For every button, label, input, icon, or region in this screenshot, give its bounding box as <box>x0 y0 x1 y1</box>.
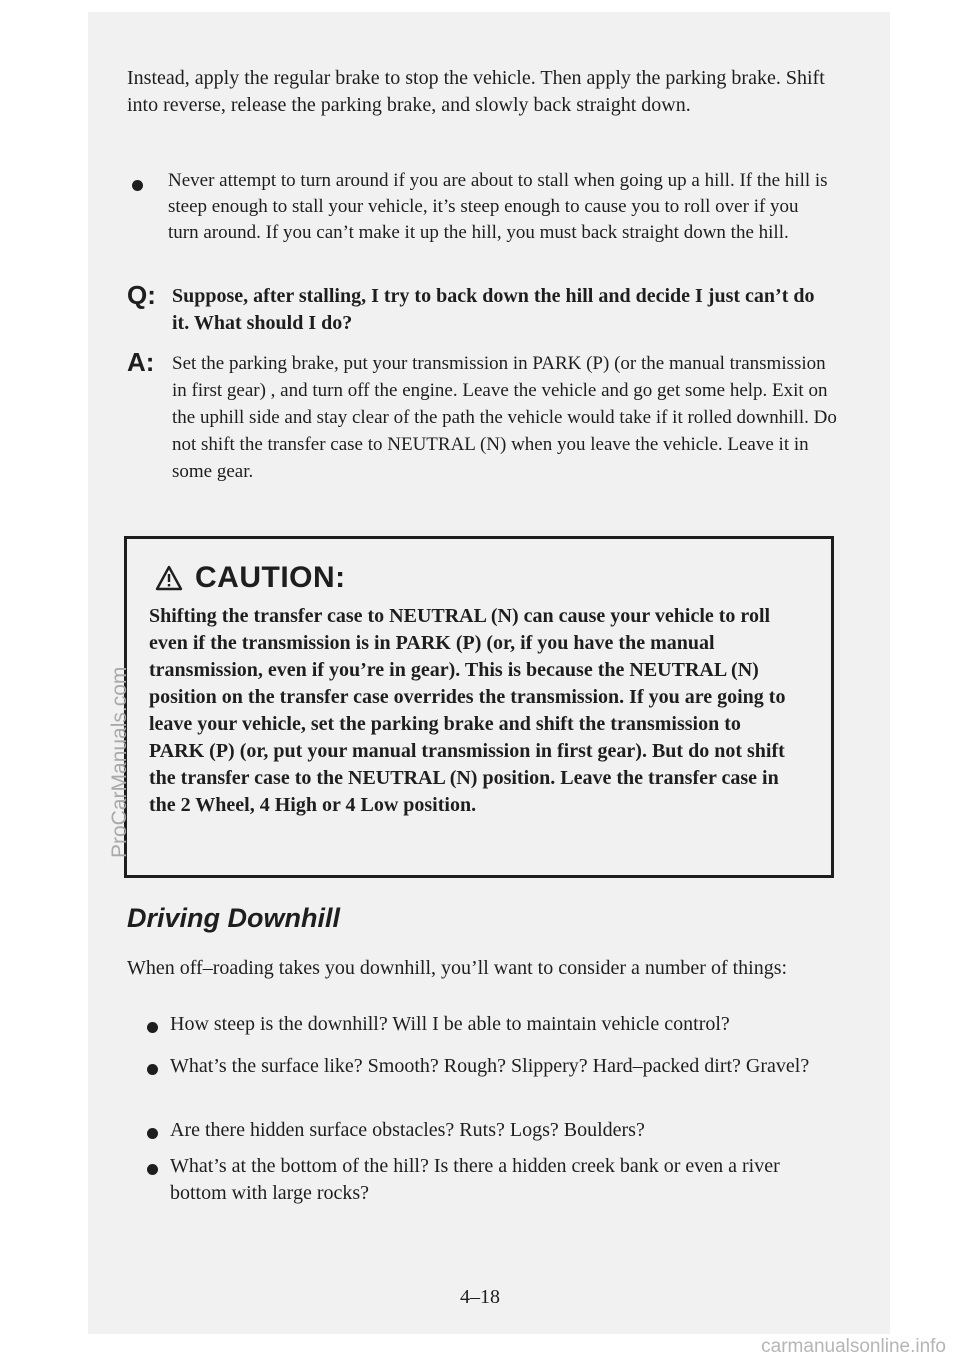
bottom-watermark: carmanualsonline.info <box>761 1336 946 1357</box>
intro-paragraph: Instead, apply the regular brake to stop the vehicle. Then apply the parking brake. Shift into reverse, release the parking brake, and slowly back straight down. <box>127 67 825 116</box>
section-intro: When off–roading takes you downhill, you’ll want to consider a number of things: <box>127 957 788 979</box>
bullet-icon <box>147 1164 158 1175</box>
caution-box <box>124 536 834 878</box>
caution-title <box>155 561 346 595</box>
bullet-icon <box>147 1128 158 1139</box>
answer-text: Set the parking brake, put your transmission in PARK (P) (or the manual transmission in first gear) , and turn off the engine. Leave the vehicle and go get some help. Exit on the uphill side and stay clear of the path the vehicle would take if it rolled downhill. Do not shift the transfer case to NEUTRAL (N) when you leave the vehicle. Leave it in some gear. <box>172 353 837 482</box>
question-marker: Q: <box>127 280 156 310</box>
caution-body: Shifting the transfer case to NEUTRAL (N) can cause your vehicle to roll even if the transmission is in PARK (P) (or, if you have the manual transmission, even if you’re in gear). This is because the NEUTRAL (N) position on the transfer case overrides the transmission. If you are going to leave your vehicle, set the parking brake and shift the transmission to PARK (P) (or, put your manual transmission in first gear). But do not shift the transfer case to the NEUTRAL (N) position. Leave the transfer case in the 2 Wheel, 4 High or 4 Low position. <box>149 605 786 816</box>
bullet-icon <box>147 1064 158 1075</box>
caution-title-text: CAUTION: <box>195 561 346 594</box>
answer-marker: A: <box>127 347 155 377</box>
question-text: Suppose, after stalling, I try to back down the hill and decide I just can’t do it. What should I do? <box>172 285 815 334</box>
bullet-icon <box>132 180 143 191</box>
side-watermark: ProCarManuals.com <box>108 666 131 858</box>
page-number: 4–18 <box>460 1286 500 1308</box>
bullet-obstacles: Are there hidden surface obstacles? Ruts? Logs? Boulders? <box>170 1119 645 1141</box>
bullet-icon <box>147 1022 158 1033</box>
section-heading: Driving Downhill <box>127 903 340 933</box>
bullet-bottom-of-hill: What’s at the bottom of the hill? Is there a hidden creek bank or even a river bottom with large rocks? <box>170 1155 780 1204</box>
bullet-turn-around: Never attempt to turn around if you are about to stall when going up a hill. If the hill is steep enough to stall your vehicle, it’s steep enough to cause you to roll over if you turn around. If you can’t make it up the hill, you must back straight down the hill. <box>168 170 828 243</box>
bullet-surface: What’s the surface like? Smooth? Rough? Slippery? Hard–packed dirt? Gravel? <box>170 1055 810 1077</box>
warning-triangle-icon <box>155 565 183 591</box>
bullet-steepness: How steep is the downhill? Will I be able to maintain vehicle control? <box>170 1013 730 1035</box>
